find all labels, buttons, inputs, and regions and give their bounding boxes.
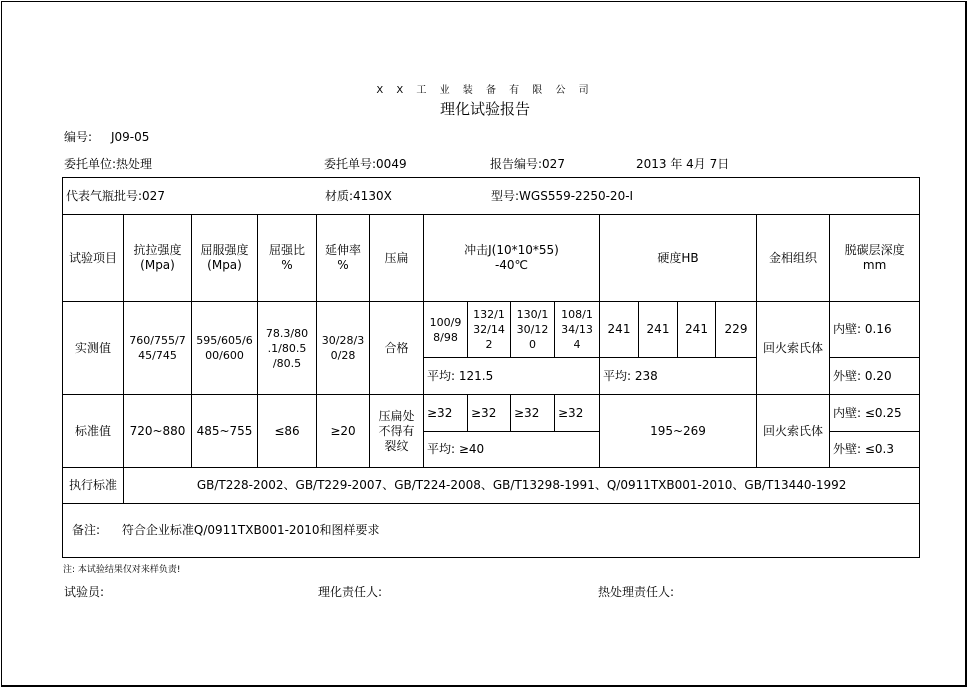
standard-elongation: ≥20	[317, 395, 370, 468]
measured-yield-line: 595/605/6	[196, 334, 253, 347]
measured-ratio-line: 78.3/80	[265, 326, 309, 340]
order-number: 委托单号:0049	[324, 157, 407, 171]
col-metallography: 金相组织	[757, 215, 830, 302]
measured-impact-average: 平均: 121.5	[424, 358, 600, 395]
client-unit: 委托单位:热处理	[64, 157, 153, 171]
batch-number: 代表气瓶批号:027	[66, 188, 165, 203]
disclaimer-note: 注: 本试验结果仅对来样负责!	[63, 565, 181, 575]
standard-impact-1: ≥32	[424, 395, 468, 432]
exec-standard-label: 执行标准	[63, 468, 124, 504]
standard-impact-2: ≥32	[468, 395, 511, 432]
standard-flatten	[370, 395, 424, 468]
col-elongation-label: 延伸率	[324, 243, 361, 257]
col-flatten: 压扁	[370, 215, 424, 302]
impact-sample-4	[555, 302, 600, 358]
impact-line: 108/1	[561, 308, 593, 321]
impact-line: 0	[529, 338, 536, 351]
tester-signature: 试验员:	[64, 585, 105, 599]
report-number: 报告编号:027	[490, 157, 565, 171]
col-decarb	[830, 215, 920, 302]
col-tensile-label: 抗拉强度	[133, 243, 182, 257]
col-decarb-unit: mm	[862, 258, 887, 272]
impact-line: 100/9	[429, 315, 462, 329]
standard-flatten-line: 裂纹	[384, 438, 409, 453]
column-header-row	[63, 215, 920, 302]
measured-label: 实测值	[63, 302, 124, 395]
remarks-value: 符合企业标准Q/0911TXB001-2010和图样要求	[121, 523, 380, 537]
standard-decarb-outer: 外壁: ≤0.3	[830, 432, 920, 468]
col-ratio	[258, 215, 317, 302]
measured-tensile-line: 45/745	[138, 349, 177, 362]
results-table	[62, 177, 920, 558]
col-impact-temp: -40℃	[494, 258, 529, 272]
col-impact	[424, 215, 600, 302]
info-cell	[63, 178, 920, 215]
standard-tensile: 720~880	[124, 395, 192, 468]
measured-decarb-inner: 内壁: 0.16	[830, 302, 920, 358]
hardness-sample-2: 241	[639, 302, 678, 358]
measured-ratio-line: .1/80.5	[267, 341, 307, 355]
col-elongation-unit: %	[337, 258, 349, 272]
hardness-sample-4: 229	[716, 302, 757, 358]
company-name: X X 工 业 装 备 有 限 公 司	[376, 85, 594, 96]
standard-impact-4: ≥32	[555, 395, 600, 432]
heat-treatment-signature: 热处理责任人:	[598, 585, 675, 599]
report-title: 理化试验报告	[439, 100, 530, 118]
col-tensile-unit: (Mpa)	[140, 258, 175, 272]
col-yield-unit: (Mpa)	[207, 258, 242, 272]
physchem-signature: 理化责任人:	[318, 585, 383, 599]
measured-metallography: 回火索氏体	[757, 302, 830, 395]
impact-line: 132/1	[473, 308, 505, 321]
hardness-sample-1: 241	[600, 302, 639, 358]
impact-sample-2	[468, 302, 511, 358]
col-yield	[192, 215, 258, 302]
col-yield-label: 屈服强度	[200, 243, 249, 257]
col-item: 试验项目	[63, 215, 124, 302]
standard-decarb-inner: 内壁: ≤0.25	[830, 395, 920, 432]
exec-standard-row	[63, 468, 920, 504]
impact-line: 34/13	[561, 323, 593, 336]
measured-decarb-outer: 外壁: 0.20	[830, 358, 920, 395]
standard-label: 标准值	[63, 395, 124, 468]
measured-tensile	[124, 302, 192, 395]
report-date: 2013 年 4月 7日	[636, 157, 730, 171]
impact-line: 8/98	[433, 330, 458, 344]
impact-line: 4	[573, 338, 581, 351]
measured-ratio-line: /80.5	[272, 356, 302, 370]
remarks-label: 备注:	[72, 523, 101, 537]
remarks-cell	[63, 504, 920, 558]
impact-sample-3	[511, 302, 555, 358]
standard-yield: 485~755	[192, 395, 258, 468]
measured-row-1	[63, 302, 920, 358]
standard-flatten-line: 压扁处	[378, 408, 415, 423]
model: 型号:WGS559-2250-20-I	[491, 189, 634, 203]
number-label: 编号:	[64, 130, 93, 144]
measured-flatten: 合格	[370, 302, 424, 395]
col-ratio-label: 屈强比	[268, 243, 305, 257]
col-hardness: 硬度HB	[600, 215, 757, 302]
measured-ratio	[258, 302, 317, 395]
measured-tensile-line: 760/755/7	[129, 334, 186, 347]
standard-impact-average: 平均: ≥40	[424, 432, 600, 468]
standard-ratio: ≤86	[258, 395, 317, 468]
hardness-sample-3: 241	[678, 302, 716, 358]
impact-line: 130/1	[516, 308, 549, 321]
exec-standard-value: GB/T228-2002、GB/T229-2007、GB/T224-2008、GB/T13298-1991、Q/0911TXB001-2010、GB/T13440-1992	[124, 468, 920, 504]
col-elongation	[317, 215, 370, 302]
measured-elongation-line: 0/28	[330, 349, 356, 362]
number-value: J09-05	[111, 130, 150, 144]
measured-hardness-average: 平均: 238	[600, 358, 757, 395]
impact-line: 2	[485, 338, 493, 351]
col-ratio-unit: %	[281, 258, 293, 272]
standard-metallography: 回火索氏体	[757, 395, 830, 468]
impact-line: 32/14	[473, 323, 505, 336]
col-impact-label: 冲击J(10*10*55)	[464, 243, 559, 257]
remarks-row	[63, 504, 920, 558]
impact-sample-1	[424, 302, 468, 358]
standard-impact-3: ≥32	[511, 395, 555, 432]
col-decarb-label: 脱碳层深度	[844, 243, 905, 257]
measured-yield-line: 00/600	[205, 349, 244, 362]
col-tensile	[124, 215, 192, 302]
material: 材质:4130X	[325, 189, 392, 203]
standard-flatten-line: 不得有	[378, 423, 415, 438]
standard-row-1	[63, 395, 920, 432]
standard-hardness: 195~269	[600, 395, 757, 468]
impact-line: 30/12	[516, 323, 549, 336]
measured-yield	[192, 302, 258, 395]
measured-elongation	[317, 302, 370, 395]
measured-elongation-line: 30/28/3	[321, 334, 365, 347]
info-row	[63, 178, 920, 215]
